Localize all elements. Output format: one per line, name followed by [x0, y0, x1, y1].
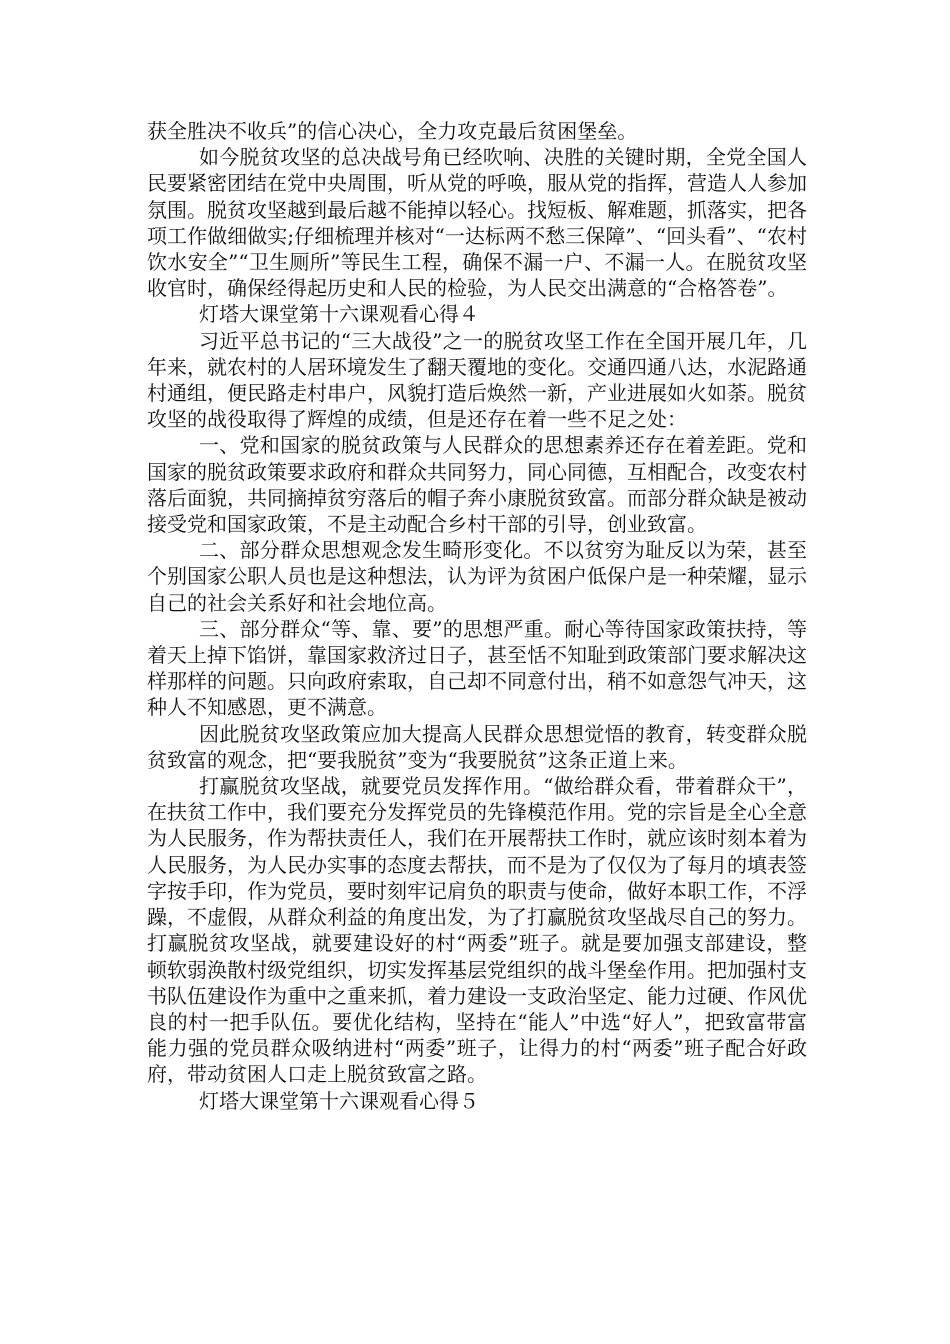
paragraph: 因此脱贫攻坚政策应加大提高人民群众思想觉悟的教育，转变群众脱贫致富的观念，把“要我脱贫”变为“我要脱贫”这条正道上来。: [147, 721, 807, 772]
paragraph: 二、部分群众思想观念发生畸形变化。不以贫穷为耻反以为荣，甚至个别国家公职人员也是这种想法，认为评为贫困户低保户是一种荣耀，显示自己的社会关系好和社会地位高。: [147, 538, 807, 615]
paragraph: 一、党和国家的脱贫政策与人民群众的思想素养还存在着差距。党和国家的脱贫政策要求政府和群众共同努力，同心同德，互相配合，改变农村落后面貌，共同摘掉贫穷落后的帽子奔小康脱贫致富。而部分群众缺是被动接受党和国家政策，不是主动配合乡村干部的引导，创业致富。: [147, 433, 807, 537]
paragraph: 打赢脱贫攻坚战，就要党员发挥作用。“做给群众看，带着群众干”，在扶贫工作中，我们要充分发挥党员的先锋模范作用。党的宗旨是全心全意为人民服务，作为帮扶责任人，我们在开展帮扶工作时，就应该时刻本着为人民服务，为人民办实事的态度去帮扶，而不是为了仅仅为了每月的填表签字按手印，作为党员，要时刻牢记肩负的职责与使命，做好本职工作，不浮躁，不虚假，从群众利益的角度出发，为了打赢脱贫攻坚战尽自己的努力。打赢脱贫攻坚战，就要建设好的村“两委”班子。就是要加强支部建设，整顿软弱涣散村级党组织，切实发挥基层党组织的战斗堡垒作用。把加强村支书队伍建设作为重中之重来抓，着力建设一支政治坚定、能力过硬、作风优良的村一把手队伍。要优化结构，坚持在“能人”中选“好人”，把致富带富能力强的党员群众吸纳进村“两委”班子，让得力的村“两委”班子配合好政府，带动贫困人口走上脱贫致富之路。: [147, 774, 807, 1087]
section-heading: 灯塔大课堂第十六课观看心得４: [199, 302, 479, 327]
paragraph: 三、部分群众“等、靠、要”的思想严重。耐心等待国家政策扶持，等着天上掉下馅饼，靠国家救济过日子，甚至恬不知耻到政策部门要求解决这样那样的问题。只向政府索取，自己却不同意付出，稍不如意怨气冲天，这种人不知感恩，更不满意。: [147, 616, 807, 720]
paragraph: 如今脱贫攻坚的总决战号角已经吹响、决胜的关键时期，全党全国人民要紧密团结在党中央周围，听从党的呼唤，服从党的指挥，营造人人参加氛围。脱贫攻坚越到最后越不能掉以轻心。找短板、解难题，抓落实，把各项工作做细做实;仔细梳理并核对“一达标两不愁三保障”、“回头看”、“农村饮水安全”“卫生厕所”等民生工程，确保不漏一户、不漏一人。在脱贫攻坚收官时，确保经得起历史和人民的检验，为人民交出满意的“合格答卷”。: [147, 145, 807, 301]
paragraph-continued: 获全胜决不收兵”的信心决心，全力攻克最后贫困堡垒。: [147, 119, 638, 143]
document-page: [147, 118, 807, 1114]
paragraph: 习近平总书记的“三大战役”之一的脱贫攻坚工作在全国开展几年，几年来，就农村的人居环境发生了翻天覆地的变化。交通四通八达，水泥路通村通组，便民路走村串户，风貌打造后焕然一新，产业进展如火如荼。脱贫攻坚的战役取得了辉煌的成绩，但是还存在着一些不足之处：: [147, 328, 807, 432]
section-heading: 灯塔大课堂第十六课观看心得５: [199, 1088, 479, 1113]
